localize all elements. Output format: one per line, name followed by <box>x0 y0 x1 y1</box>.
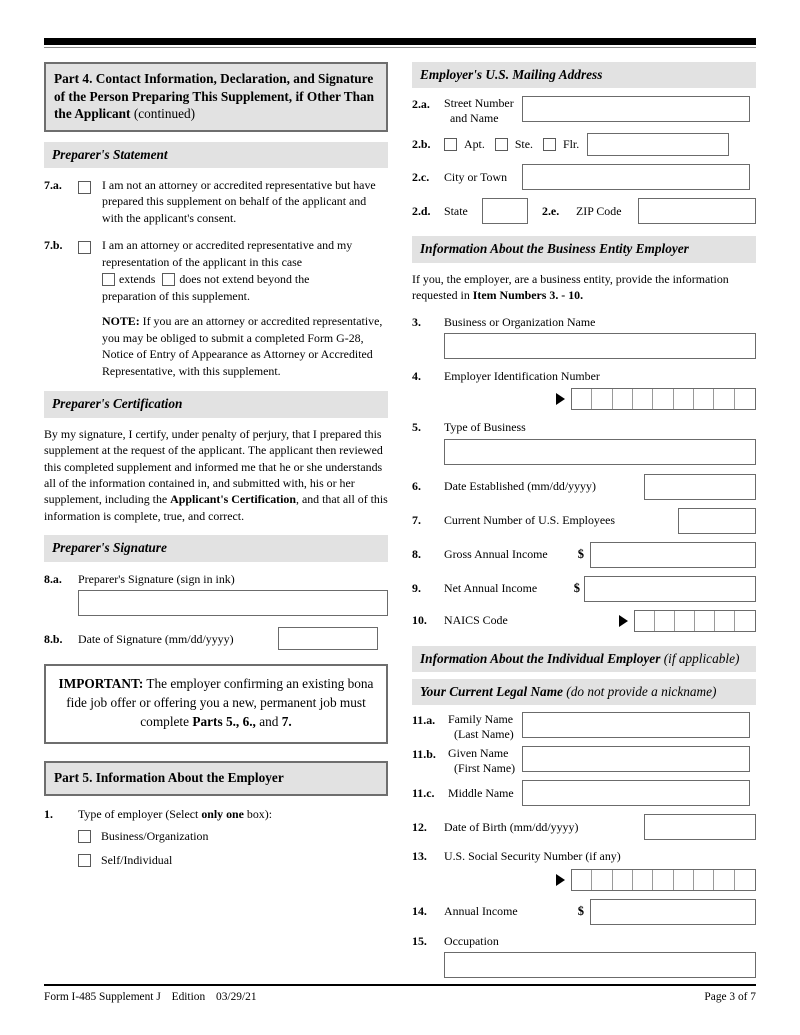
business-organization-name-input[interactable] <box>444 333 756 359</box>
item-15-label: Occupation <box>444 933 499 948</box>
gross-annual-income-input[interactable] <box>590 542 756 568</box>
item-7b-number: 7.b. <box>44 238 63 253</box>
item-8a-row <box>44 571 388 588</box>
top-rule-thick <box>44 38 756 45</box>
comb-cell[interactable] <box>635 611 655 631</box>
comb-cell[interactable] <box>655 611 675 631</box>
item-1-label-bold: only one <box>201 806 244 821</box>
item-2a-number: 2.a. <box>412 97 430 112</box>
item-2a-label <box>444 96 522 125</box>
item-11b-row <box>412 746 756 775</box>
band-legal-name-main: Your Current Legal Name <box>420 683 563 699</box>
naics-code-input[interactable] <box>634 610 756 632</box>
band-individual-employer-sub: (if applicable) <box>660 650 740 666</box>
note-text: If you are an attorney or accredited representative, you may be obliged to submit a completed Form G-28, Notice of Entry of Appearance as Attorney or Accredited Representative, with this supplement. <box>102 314 383 378</box>
item-2b-number: 2.b. <box>412 137 431 152</box>
item-5-input-wrap <box>444 439 756 465</box>
gross-annual-income-currency: $ <box>577 547 584 562</box>
arrow-right-icon-naics <box>619 615 628 627</box>
item-7b-options-row <box>102 271 388 287</box>
arrow-right-icon <box>556 393 565 405</box>
item-14-number: 14. <box>412 904 427 919</box>
item-4-input-wrap <box>412 388 756 410</box>
top-rule-thin <box>44 47 756 48</box>
item-2d-label: State <box>444 203 468 218</box>
part4-title: Part 4. Contact Information, Declaration, and Signature of the Person Preparing This Supplement, if Other Than the Applicant <box>54 71 375 122</box>
band-preparers-signature: Preparer's Signature <box>44 535 388 561</box>
important-lead: IMPORTANT: <box>58 676 144 692</box>
comb-cell[interactable] <box>694 389 714 409</box>
item-11a-row <box>412 712 756 741</box>
annual-income-input[interactable] <box>590 899 756 925</box>
item-13-label: U.S. Social Security Number (if any) <box>444 849 621 864</box>
preparers-certification-text <box>44 426 388 525</box>
zip-code-input[interactable] <box>638 198 756 224</box>
item-11a-label-line2: (Last Name) <box>454 726 514 741</box>
item-2d-number: 2.d. <box>412 203 431 218</box>
comb-cell[interactable] <box>572 389 592 409</box>
flr-checkbox[interactable] <box>543 138 556 151</box>
item-7b-label-tail: preparation of this supplement. <box>102 288 250 303</box>
band-preparers-certification: Preparer's Certification <box>44 391 388 417</box>
item-2d-2e-row <box>412 198 756 224</box>
item-13-input-wrap <box>412 869 756 891</box>
business-entity-intro <box>412 271 756 304</box>
item-11a-label <box>448 712 522 741</box>
item-1-label-pre: Type of employer (Select <box>78 806 202 821</box>
item-4-label: Employer Identification Number <box>444 369 600 384</box>
employer-identification-number-input[interactable] <box>571 388 756 410</box>
item-2c-number: 2.c. <box>412 169 430 184</box>
item-7b-note <box>102 313 388 379</box>
business-entity-intro-pre: If you, the employer, are a business entity, provide the information requested in <box>412 271 729 303</box>
item-11b-label <box>448 746 522 775</box>
self-individual-label: Self/Individual <box>101 852 173 867</box>
footer-edition-label: Edition <box>171 991 206 1003</box>
item-7-label: Current Number of U.S. Employees <box>444 513 616 528</box>
footer-edition-date: 03/29/21 <box>216 991 257 1003</box>
item-11b-number: 11.b. <box>412 747 436 762</box>
item-7b-label: I am an attorney or accredited representative and my representation of the applicant in this case <box>102 238 353 269</box>
state-input[interactable] <box>482 198 528 224</box>
page-footer <box>44 991 756 1003</box>
item-1-row <box>44 806 388 823</box>
apt-checkbox[interactable] <box>444 138 457 151</box>
social-security-number-input[interactable] <box>571 869 756 891</box>
item-11b-label-line2: (First Name) <box>454 760 516 775</box>
comb-cell[interactable] <box>735 611 755 631</box>
certification-bold-phrase: Applicant's Certification <box>170 492 296 507</box>
apt-ste-flr-number-input[interactable] <box>587 133 729 156</box>
certification-text-part2: , and that all of this information is complete, true, and correct. <box>44 492 388 523</box>
comb-cell[interactable] <box>735 389 755 409</box>
comb-cell[interactable] <box>653 870 673 890</box>
footer-form-title: Form I-485 Supplement J <box>44 991 161 1003</box>
comb-cell[interactable] <box>572 870 592 890</box>
item-2a-label-line1: Street Number <box>444 96 514 111</box>
item-1-label-post: box): <box>243 806 273 821</box>
note-label: NOTE: <box>102 314 140 329</box>
comb-cell[interactable] <box>613 870 633 890</box>
item-10-label: NAICS Code <box>444 613 508 628</box>
item-1-option-business-row <box>78 828 388 845</box>
item-13-number: 13. <box>412 849 427 864</box>
item-7a-checkbox[interactable] <box>78 181 91 194</box>
does-not-extend-label: does not extend beyond the <box>179 272 310 287</box>
item-1-label <box>78 806 272 823</box>
band-individual-employer <box>412 646 756 672</box>
ste-checkbox[interactable] <box>495 138 508 151</box>
date-of-birth-input[interactable] <box>644 814 756 840</box>
item-7b-row <box>44 237 388 379</box>
given-name-input[interactable] <box>522 746 750 772</box>
item-8b-row <box>44 627 388 650</box>
item-7b-body <box>102 237 388 379</box>
item-8-label: Gross Annual Income <box>444 547 548 562</box>
item-4-row <box>412 368 756 385</box>
item-14-row <box>412 899 756 925</box>
net-annual-income-input[interactable] <box>584 576 756 602</box>
important-part-7: 7. <box>281 714 292 730</box>
item-7-row <box>412 508 756 534</box>
comb-cell[interactable] <box>694 870 714 890</box>
footer-page-number: Page 3 of 7 <box>704 991 756 1003</box>
occupation-input[interactable] <box>444 952 756 978</box>
street-number-name-input[interactable] <box>522 96 750 122</box>
middle-name-input[interactable] <box>522 780 750 806</box>
item-12-row <box>412 814 756 840</box>
band-current-legal-name <box>412 679 756 705</box>
item-9-number: 9. <box>412 581 421 596</box>
item-11c-number: 11.c. <box>412 785 435 800</box>
item-11a-label-line1: Family Name <box>448 712 514 727</box>
type-of-business-input[interactable] <box>444 439 756 465</box>
date-established-input[interactable] <box>644 474 756 500</box>
does-not-extend-checkbox[interactable] <box>162 273 175 286</box>
item-5-row <box>412 419 756 436</box>
item-1-option-self-row <box>78 852 388 869</box>
comb-cell[interactable] <box>633 389 653 409</box>
item-8a-label: Preparer's Signature (sign in ink) <box>78 571 235 586</box>
part5-title: Part 5. Information About the Employer <box>54 770 284 785</box>
comb-cell[interactable] <box>653 389 673 409</box>
comb-cell[interactable] <box>592 870 612 890</box>
item-11c-label: Middle Name <box>448 785 514 800</box>
item-8a-number: 8.a. <box>44 571 62 586</box>
item-12-label: Date of Birth (mm/dd/yyyy) <box>444 819 579 834</box>
comb-cell[interactable] <box>674 870 694 890</box>
important-parts: Parts 5., 6., <box>192 714 256 730</box>
item-2a-row <box>412 96 756 125</box>
item-8b-number: 8.b. <box>44 631 63 646</box>
item-13-row <box>412 848 756 865</box>
annual-income-currency: $ <box>577 904 584 919</box>
important-notice-box <box>44 664 388 744</box>
right-column <box>412 62 756 978</box>
ste-label: Ste. <box>514 137 533 152</box>
self-individual-checkbox[interactable] <box>78 854 91 867</box>
item-2c-row <box>412 164 756 190</box>
part4-header <box>44 62 388 132</box>
certification-text-part1: By my signature, I certify, under penalty of perjury, that I prepared this supplement at the request of the applicant. The applicant then reviewed this completed supplement and informed me that he or she understands all of the information contained in, and submitted with, his or her supplement, including the <box>44 426 383 507</box>
item-11c-row <box>412 780 756 806</box>
comb-cell[interactable] <box>633 870 653 890</box>
part5-header <box>44 761 388 796</box>
item-2a-label-line2: and Name <box>450 110 499 125</box>
item-6-number: 6. <box>412 479 421 494</box>
comb-cell[interactable] <box>714 389 734 409</box>
arrow-right-icon-ssn <box>556 874 565 886</box>
item-14-label: Annual Income <box>444 904 518 919</box>
net-annual-income-currency: $ <box>573 581 580 596</box>
important-text-tail: and <box>255 714 282 730</box>
family-name-input[interactable] <box>522 712 750 738</box>
item-11b-label-line1: Given Name <box>448 746 509 761</box>
preparer-signature-input[interactable] <box>78 590 388 616</box>
left-column <box>44 62 388 869</box>
band-legal-name-sub: (do not provide a nickname) <box>562 683 717 699</box>
extends-label: extends <box>119 272 156 287</box>
item-15-number: 15. <box>412 933 427 948</box>
item-7a-label: I am not an attorney or accredited representative but have prepared this supplement on behalf of the applicant and with the applicant's consent. <box>102 177 376 225</box>
comb-cell[interactable] <box>613 389 633 409</box>
item-7-number: 7. <box>412 513 421 528</box>
band-business-entity: Information About the Business Entity Employer <box>412 236 756 262</box>
footer-rule <box>44 984 756 986</box>
item-15-row <box>412 933 756 950</box>
item-10-number: 10. <box>412 613 427 628</box>
date-of-signature-input[interactable] <box>278 627 378 650</box>
important-text: The employer confirming an existing bona fide job offer or offering you a new, permanent job must complete <box>66 676 374 730</box>
comb-cell[interactable] <box>675 611 695 631</box>
item-8a-input-wrap <box>78 590 388 616</box>
item-9-label: Net Annual Income <box>444 581 538 596</box>
item-2e-number: 2.e. <box>542 203 560 218</box>
comb-cell[interactable] <box>714 870 734 890</box>
item-8b-label: Date of Signature (mm/dd/yyyy) <box>78 631 234 646</box>
item-7a-checkbox-cell <box>78 177 102 197</box>
item-6-label: Date Established (mm/dd/yyyy) <box>444 479 596 494</box>
flr-label: Flr. <box>562 137 580 152</box>
item-11a-number: 11.a. <box>412 713 436 728</box>
band-individual-employer-main: Information About the Individual Employer <box>420 650 661 666</box>
page-top-rule <box>44 38 756 48</box>
comb-cell[interactable] <box>715 611 735 631</box>
part4-continued: (continued) <box>133 106 196 122</box>
item-7b-checkbox-cell <box>78 237 102 257</box>
apt-label: Apt. <box>464 137 485 152</box>
item-1-number: 1. <box>44 806 53 821</box>
comb-cell[interactable] <box>735 870 755 890</box>
comb-cell[interactable] <box>695 611 715 631</box>
comb-cell[interactable] <box>674 389 694 409</box>
band-preparers-statement: Preparer's Statement <box>44 142 388 168</box>
item-3-input-wrap <box>444 333 756 359</box>
item-10-row <box>412 610 756 632</box>
item-12-number: 12. <box>412 819 427 834</box>
comb-cell[interactable] <box>592 389 612 409</box>
item-3-number: 3. <box>412 314 421 329</box>
city-or-town-input[interactable] <box>522 164 750 190</box>
band-mailing-address: Employer's U.S. Mailing Address <box>412 62 756 88</box>
item-7b-checkbox[interactable] <box>78 241 91 254</box>
item-3-label: Business or Organization Name <box>444 314 596 329</box>
item-8-row <box>412 542 756 568</box>
footer-form-info <box>44 991 257 1003</box>
item-3-row <box>412 314 756 331</box>
item-2c-label: City or Town <box>444 169 508 184</box>
item-2b-row <box>412 133 756 156</box>
business-organization-checkbox[interactable] <box>78 830 91 843</box>
item-9-row <box>412 576 756 602</box>
item-5-number: 5. <box>412 419 421 434</box>
business-entity-intro-bold: Item Numbers 3. - 10. <box>472 288 584 303</box>
item-8-number: 8. <box>412 547 421 562</box>
item-7a-number: 7.a. <box>44 177 62 192</box>
item-4-number: 4. <box>412 369 421 384</box>
extends-checkbox[interactable] <box>102 273 115 286</box>
item-2e-label: ZIP Code <box>576 203 622 218</box>
item-7a-row <box>44 177 388 226</box>
current-number-us-employees-input[interactable] <box>678 508 756 534</box>
business-organization-label: Business/Organization <box>101 829 209 844</box>
item-5-label: Type of Business <box>444 419 526 434</box>
item-15-input-wrap <box>444 952 756 978</box>
item-6-row <box>412 474 756 500</box>
